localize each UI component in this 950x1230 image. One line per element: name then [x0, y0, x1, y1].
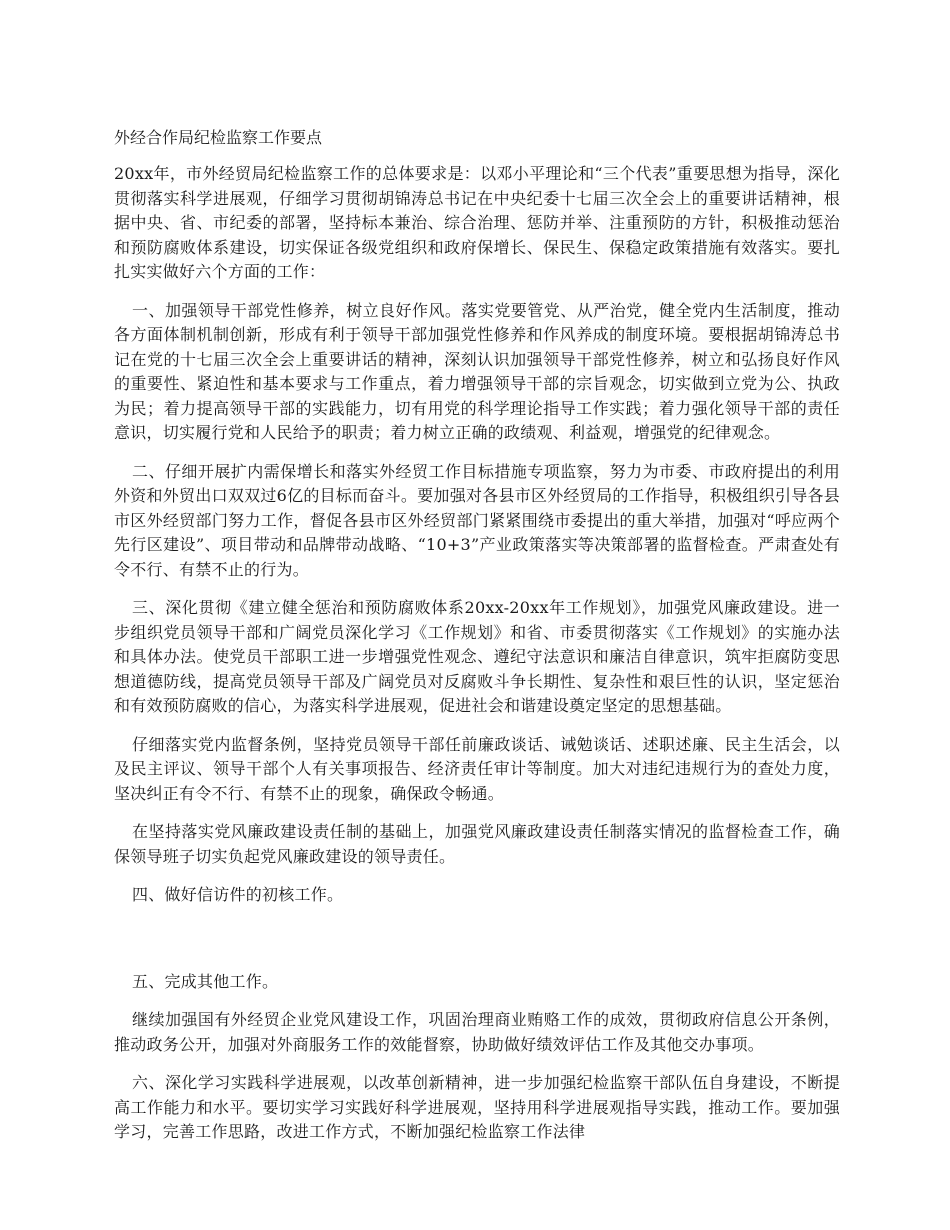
paragraph-1: 一、加强领导干部党性修养，树立良好作风。落实党要管党、从严治党，健全党内生活制度，推动各方面体制机制创新，形成有利于领导干部加强党性修养和作风养成的制度环境。要根据胡锦涛总书记在党的十七届三次全会上重要讲话的精神，深刻认识加强领导干部党性修养，树立和弘扬良好作风的重要性、紧迫性和基本要求与工作重点，着力增强领导干部的宗旨观念，切实做到立党为公、执政为民；着力提高领导干部的实践能力，切有用党的科学理论指导工作实践；着力强化领导干部的责任意识，切实履行党和人民给予的职责；着力树立正确的政绩观、利益观，增强党的纪律观念。 — [114, 300, 840, 442]
intro-paragraph: 20xx年，市外经贸局纪检监察工作的总体要求是：以邓小平理论和“三个代表”重要思想为指导，深化贯彻落实科学进展观，仔细学习贯彻胡锦涛总书记在中央纪委十七届三次全会上的重要讲话精神，根据中央、省、市纪委的部署，坚持标本兼治、综合治理、惩防并举、注重预防的方针，积极推动惩治和预防腐败体系建设，切实保证各级党组织和政府保增长、保民生、保稳定政策措施有效落实。要扎扎实实做好六个方面的工作： — [114, 164, 840, 281]
paragraph-6: 四、做好信访件的初核工作。 — [132, 885, 344, 904]
paragraph-2: 二、仔细开展扩内需保增长和落实外经贸工作目标措施专项监察，努力为市委、市政府提出的利用外资和外贸出口双双过6亿的目标而奋斗。要加强对各县市区外经贸局的工作指导，积极组织引导各县市区外经贸部门努力工作，督促各县市区外经贸部门紧紧围绕市委提出的重大举措，加强对“呼应两个先行区建设”、项目带动和品牌带动战略、“10+3”产业政策落实等决策部署的监督检查。严肃查处有令不行、有禁不止的行为。 — [114, 461, 840, 579]
paragraph-8: 继续加强国有外经贸企业党风建设工作，巩固治理商业贿赂工作的成效，贯彻政府信息公开条例，推动政务公开，加强对外商服务工作的效能督察，协助做好绩效评估工作及其他交办事项。 — [114, 1010, 840, 1054]
paragraph-3: 三、深化贯彻《建立健全惩治和预防腐败体系20xx-20xx年工作规划》，加强党风廉政建设。进一步组织党员领导干部和广阔党员深化学习《工作规划》和省、市委贯彻落实《工作规划》的实施办法和具体办法。使党员干部职工进一步增强党性观念、遵纪守法意识和廉洁自律意识，筑牢拒腐防变思想道德防线，提高党员领导干部及广阔党员对反腐败斗争长期性、复杂性和艰巨性的认识，坚定惩治和有效预防腐败的信心，为落实科学进展观，促进社会和谐建设奠定坚定的思想基础。 — [114, 598, 840, 715]
paragraph-9: 六、深化学习实践科学进展观，以改革创新精神，进一步加强纪检监察干部队伍自身建设，不断提高工作能力和水平。要切实学习实践好科学进展观，坚持用科学进展观指导实践，推动工作。要加强学习，完善工作思路，改进工作方式，不断加强纪检监察工作法律 — [114, 1073, 840, 1141]
paragraph-5: 在坚持落实党风廉政建设责任制的基础上，加强党风廉政建设责任制落实情况的监督检查工作，确保领导班子切实负起党风廉政建设的领导责任。 — [114, 822, 840, 866]
paragraph-4: 仔细落实党内监督条例，坚持党员领导干部任前廉政谈话、诫勉谈话、述职述廉、民主生活会，以及民主评议、领导干部个人有关事项报告、经济责任审计等制度。加大对违纪违规行为的查处力度，坚决纠正有令不行、有禁不止的现象，确保政令畅通。 — [114, 734, 840, 803]
paragraph-7: 五、完成其他工作。 — [132, 971, 279, 991]
document-title: 外经合作局纪检监察工作要点 — [114, 128, 323, 147]
blank-gap — [114, 922, 840, 970]
document-page — [114, 126, 840, 1159]
